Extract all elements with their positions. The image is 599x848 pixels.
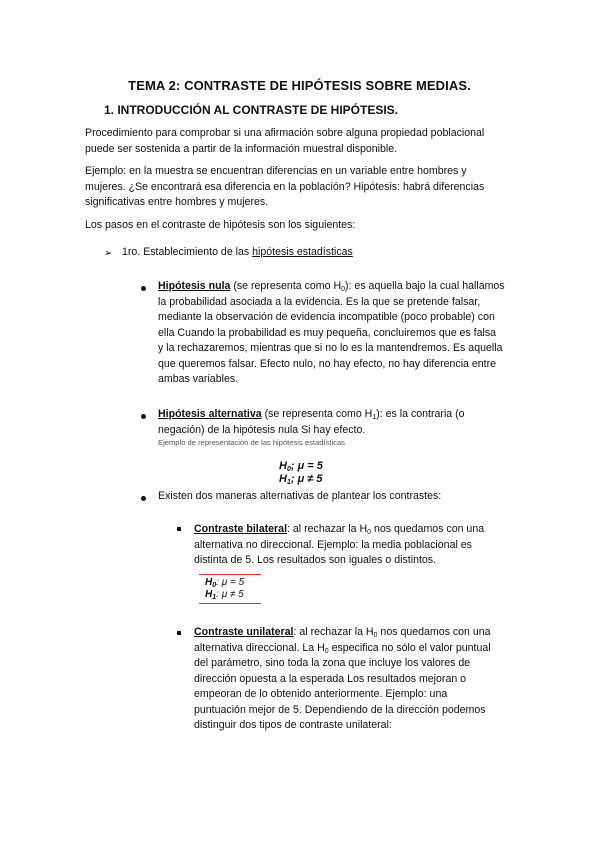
intro-paragraph: Procedimiento para comprobar si una afirmación sobre alguna propiedad poblacional puede ser sostenida a partir de la información muestral disponible. xyxy=(85,127,485,155)
page-title: TEMA 2: CONTRASTE DE HIPÓTESIS SOBRE MEDIAS. xyxy=(128,78,471,93)
formula-bottom-rule xyxy=(199,603,261,604)
arrow-bullet-icon: ➢ xyxy=(104,248,113,259)
example-caption: Ejemplo de representación de las hipótesis estadísticas xyxy=(158,438,345,447)
null-hypothesis-block: Hipótesis nula (se representa como $H_0$): es aquella bajo la cual hallamos la probabilidad asociada a la evidencia. Es la que se pretende falsar, mediante la observación de evidencia incompatible (poco probable) con ella Cuando la probabilidad es muy pequeña, concluiremos que es falsa y la rechazaremos, mientras que si no lo es la mantendremos. Es aquella que queremos falsar. Efecto nulo, no hay efecto, no hay diferencia entre ambas variables. xyxy=(158,280,505,385)
section-heading: 1. INTRODUCCIÓN AL CONTRASTE DE HIPÓTESIS. xyxy=(104,103,399,117)
bilateral-formula: $H_0$: μ = 5 $H_1$: μ ≠ 5 xyxy=(205,577,245,601)
hypothesis-formula: $H_0$; μ = 5 $H_1$; μ ≠ 5 xyxy=(279,460,323,486)
square-bullet-icon xyxy=(177,527,181,531)
bilateral-block: Contraste bilateral: al rechazar la $H_0$ nos quedamos con una alternativa no direccional. Ejemplo: la media poblacional es distinta de 5. Los resultados son iguales o distintos. xyxy=(194,523,485,566)
bullet-dot-icon xyxy=(141,414,146,419)
example-paragraph: Ejemplo: en la muestra se encuentran diferencias en un variable entre hombres y mujeres. ¿Se encontrará esa diferencia en la población? Hipótesis: habrá diferencias significativas entre hombres y mujeres. xyxy=(85,165,485,208)
alt-hypothesis-block: Hipótesis alternativa (se representa como $H_1$): es la contraria (o negación) de la hipótesis nula Si hay efecto. xyxy=(158,408,465,436)
unilateral-block: Contraste unilateral: al rechazar la $H_0$ nos quedamos con una alternativa direccional. La $H_0$ especifica no sólo el valor puntual del parámetro, sino toda la zona que incluye los valores de dirección opuesta a la esperada Los resultados mejoran o empeoran de lo obtenido anteriormente. Ejemplo: una puntuación mejor de 5. Dependiendo de la dirección podemos distinguir dos tipos de contraste unilateral: xyxy=(194,626,491,731)
bullet-dot-icon xyxy=(141,286,146,291)
step-1: 1ro. Establecimiento de las hipótesis estadísticas xyxy=(122,246,353,258)
bullet-dot-icon xyxy=(141,496,146,501)
steps-intro: Los pasos en el contraste de hipótesis son los siguientes: xyxy=(85,219,356,231)
formula-top-rule xyxy=(199,574,261,575)
square-bullet-icon xyxy=(177,631,181,635)
two-ways-text: Existen dos maneras alternativas de plantear los contrastes: xyxy=(158,490,442,502)
